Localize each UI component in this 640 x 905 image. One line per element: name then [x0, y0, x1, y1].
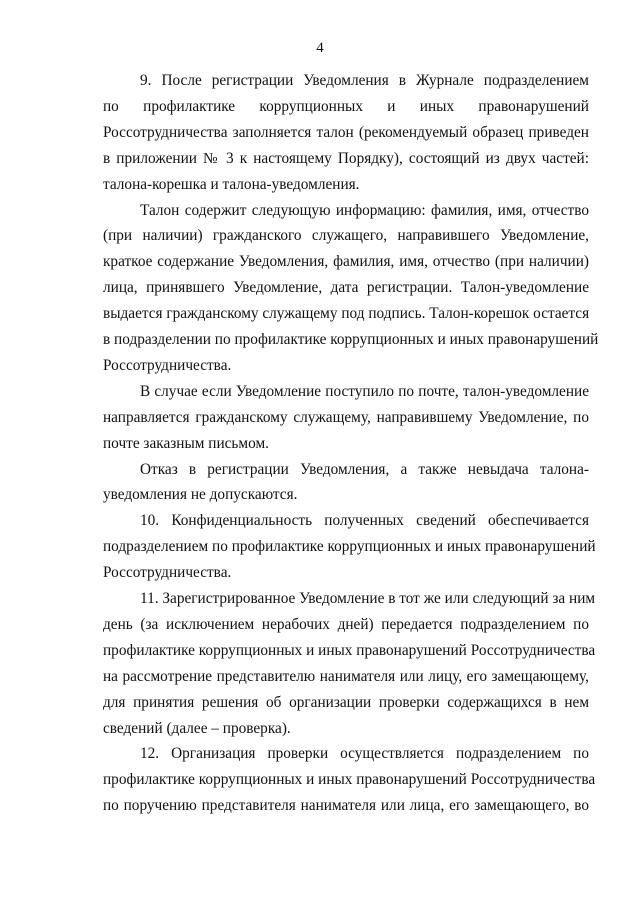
text-line: на рассмотрение представителю нанимателя или лицу, его замещающему, — [103, 667, 589, 685]
text-line: в приложении № 3 к настоящему Порядку), состоящий из двух частей: — [103, 149, 589, 167]
text-line: В случае если Уведомление поступило по почте, талон-уведомление — [140, 382, 589, 400]
text-line: Россотрудничества. — [103, 564, 232, 582]
text-line: краткое содержание Уведомления, фамилия, имя, отчество (при наличии) — [103, 253, 589, 271]
text-line: для принятия решения об организации проверки содержащихся в нем — [103, 693, 589, 711]
text-line: профилактике коррупционных и иных правонарушений Россотрудничества — [103, 641, 596, 659]
text-line: 11. Зарегистрированное Уведомление в тот же или следующий за ним — [140, 590, 596, 607]
text-line: Талон содержит следующую информацию: фамилия, имя, отчество — [140, 201, 589, 219]
text-line: 12. Организация проверки осуществляется подразделением по — [140, 745, 589, 763]
text-line: профилактике коррупционных и иных правонарушений Россотрудничества — [103, 771, 596, 789]
text-line: 10. Конфиденциальность полученных сведений обеспечивается — [140, 512, 589, 530]
text-line: уведомления не допускаются. — [103, 486, 298, 504]
text-line: направляется гражданскому служащему, направившему Уведомление, по — [103, 408, 589, 426]
text-line: лица, принявшего Уведомление, дата регистрации. Талон-уведомление — [103, 279, 589, 297]
text-line: выдается гражданскому служащему под подпись. Талон-корешок остается — [103, 305, 590, 323]
text-line: Отказ в регистрации Уведомления, а также невыдача талона- — [140, 460, 589, 478]
text-line: день (за исключением нерабочих дней) передается подразделением по — [103, 615, 589, 633]
text-line: подразделением по профилактике коррупционных и иных правонарушений — [103, 538, 596, 556]
text-line: почте заказным письмом. — [103, 434, 269, 452]
text-line: 9. После регистрации Уведомления в Журнале подразделением — [140, 72, 589, 89]
page-number: 4 — [316, 40, 324, 56]
text-line: Россотрудничества заполняется талон (рекомендуемый образец приведен — [103, 123, 589, 141]
text-line: по поручению представителя нанимателя или лица, его замещающего, во — [103, 797, 589, 815]
text-line: в подразделении по профилактике коррупционных и иных правонарушений — [103, 331, 599, 348]
text-line: сведений (далее – проверка). — [103, 719, 291, 737]
text-line: (при наличии) гражданского служащего, направившего Уведомление, — [103, 227, 589, 245]
text-line: по профилактике коррупционных и иных правонарушений — [103, 97, 589, 115]
text-line: Россотрудничества. — [103, 356, 232, 374]
text-line: талона-корешка и талона-уведомления. — [103, 175, 360, 193]
